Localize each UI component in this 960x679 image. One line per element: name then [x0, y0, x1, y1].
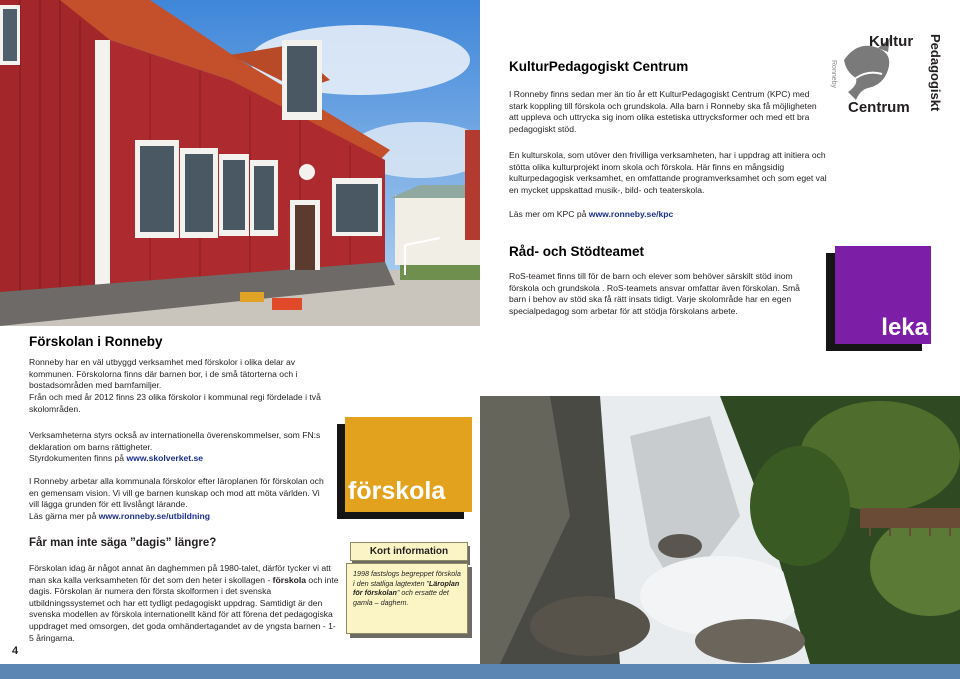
school-photo — [0, 0, 480, 326]
kpc-paragraph-1: I Ronneby finns sedan mer än tio år ett KulturPedagogiskt Centrum (KPC) med stark koppling till förskola och grundskola. Alla barn i Ronneby ska få möjligheten att uppleva och uttrycka sig inom olika estetiska uttrycksformer och med ett bra pedagogiskt stöd. — [509, 89, 817, 134]
ros-title: Råd- och Stödteamet — [509, 244, 645, 259]
dagis-text-a: Förskolan idag är något annat än daghemmen på 1980-talet, därför tycker vi att man ska kalla verksamheten för det som den heter i skollagen - — [29, 563, 331, 585]
leka-word: leka — [881, 314, 928, 341]
forskolan-link1-line — [29, 453, 203, 465]
dagis-text-b: och inte dagis. Förskolan är numera den första skolformen i det svenska utbildningssystemet och har ett tydligt pedagogiskt uppdrag. Samtidigt är den svenska modellen av förskola internationellt känd för att förena det pedagogiska uppdraget med omsorgen, det goda omhändertagandet av de yngsta barnen - 1-5 åringarna. — [29, 574, 339, 643]
forskola-box — [345, 417, 472, 512]
kpc-logo-vertical: Ronneby — [830, 60, 837, 89]
forskola-word: förskola — [348, 477, 446, 505]
waterfall-photo-drawing — [480, 396, 960, 664]
kpc-link-line — [509, 209, 673, 221]
dagis-paragraph — [29, 563, 339, 644]
kort-body — [346, 563, 468, 634]
forskolan-link1-prefix: Styrdokumenten finns på — [29, 453, 125, 463]
kpc-link[interactable]: www.ronneby.se/kpc — [588, 209, 674, 219]
forskolan-paragraph-2: Verksamheterna styrs också av internationella överenskommelser, som FN:s deklaration om barns rättigheter. — [29, 430, 321, 452]
forskolan-link2-line — [29, 511, 210, 523]
page-number: 4 — [12, 645, 19, 657]
kpc-logo-line2: Pedagogiskt — [928, 34, 943, 112]
utbildning-link[interactable]: www.ronneby.se/utbildning — [98, 511, 210, 521]
waterfall-photo — [480, 396, 960, 664]
forskolan-title: Förskolan i Ronneby — [29, 334, 163, 349]
kort-text-a: 1998 fastslogs begreppet förskola i den statliga lagtexten ” — [353, 569, 461, 588]
kpc-logo — [830, 30, 958, 125]
kpc-logo-line1: Kultur — [869, 33, 914, 50]
kpc-link-prefix: Läs mer om KPC på — [509, 209, 587, 219]
forskolan-link2-prefix: Läs gärna mer på — [29, 511, 97, 521]
kpc-logo-line3: Centrum — [848, 99, 910, 116]
ros-paragraph: RoS-teamet finns till för de barn och elever som behöver särskilt stöd inom förskola och grundskola . RoS-teamets ansvar omfattar även förskolan. Små barn i behov av stöd ska få rätt insats tidigt. Varje skolområde har en egen specialpedagog som arbetar för att stödja förskolans arbete. — [509, 271, 800, 316]
dagis-bold-word: förskola — [272, 574, 307, 585]
kort-text — [347, 564, 467, 612]
leka-box — [835, 246, 931, 344]
forskolan-paragraph-1b: Från och med år 2012 finns 23 olika förskolor i kommunal regi fördelade i två skolområden. — [29, 392, 321, 414]
school-photo-drawing — [0, 0, 480, 326]
forskolan-paragraph-1: Ronneby har en väl utbyggd verksamhet med förskolor i olika delar av kommunen. Förskolorna finns där barnen bor, i de små tätorterna och i bostadsområden med barnfamiljer. — [29, 357, 298, 391]
kort-heading: Kort information — [350, 542, 468, 561]
footer-bar — [0, 664, 960, 679]
kort-text-b: ” och ersatte det gamla – daghem. — [353, 588, 449, 607]
kpc-title: KulturPedagogiskt Centrum — [509, 59, 689, 74]
forskolan-paragraph-3: I Ronneby arbetar alla kommunala förskolor efter läroplanen för förskolan och en gemensam vision. Vi vill ge barnen kunskap och mod att möta världen. Vi vill lägga grunden för ett livslångt lärande. — [29, 476, 324, 510]
dagis-title: Får man inte säga ”dagis” längre? — [29, 537, 217, 549]
kort-text-bold: Läroplan för förskolan — [353, 578, 460, 598]
skolverket-link[interactable]: www.skolverket.se — [126, 453, 204, 463]
kpc-paragraph-2: En kulturskola, som utöver den frivilliga verksamheten, har i uppdrag att initiera och stötta olika kulturprojekt inom skola och förskola. Här finns en mångsidig kulturpedagogisk verksamhet, en omfattande programverksamhet och som eget val en mycket uppskattad musik-, bild- och teaterskola. — [509, 150, 827, 195]
